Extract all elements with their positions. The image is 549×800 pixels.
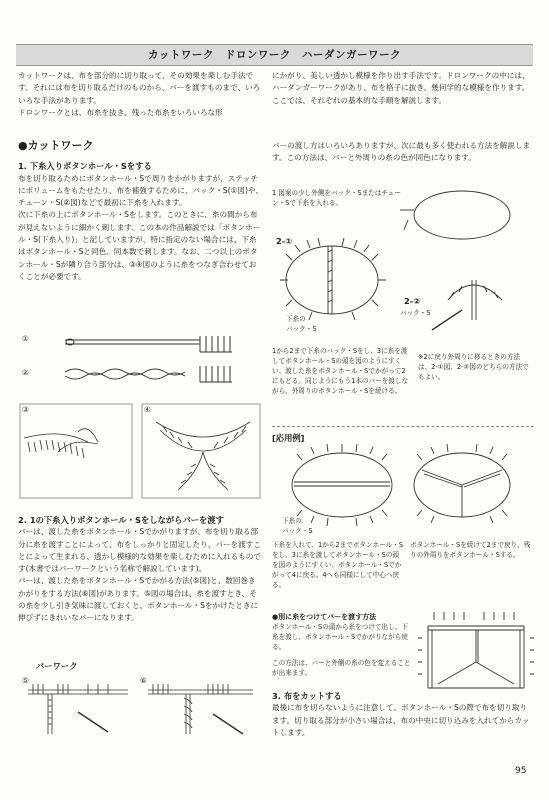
step3-title: 3. 布をカットする <box>272 691 342 701</box>
intro-right-text: にかがり、美しい透かし模様を作り出す手法です。ドロンワークの中には、ハーダンガーワークがあり、布を格子に抜き、幾何学的な模様を作ります。 ここでは、それぞれの基本的な手順を解説します。 <box>272 71 530 105</box>
bar-intro <box>272 140 534 165</box>
fig-label-3: ③ <box>22 405 29 414</box>
apply-text2-block <box>410 540 534 560</box>
separate-diagram <box>418 602 534 694</box>
fig-label-2: ② <box>22 368 29 377</box>
label-back-s: バック・S <box>400 309 431 317</box>
intro-left <box>18 70 263 119</box>
step3-text: 最後に布を切らないように注意して、ボタンホール・Sの際で布を切り取ります。切り取る部分が小さい場合は、布の中央に切り込みを入れてからカットします。 <box>272 703 530 737</box>
bar-intro-text: バーの渡し方はいろいろありますが、次に最も多く使われる方法を解説します。この方法は、バーと外周りの糸の色が同色になります。 <box>272 141 531 163</box>
section-header <box>16 44 533 66</box>
apply-shitaito-label: 下糸の バック・S <box>282 517 313 535</box>
cutwork-heading: ●カットワーク <box>18 139 94 152</box>
label-2-2: 2-② <box>404 296 421 306</box>
header-title: カットワーク ドロンワーク ハーダンガーワーク <box>148 49 401 61</box>
apply-text2: ボタンホール・Sを続けて2まで戻り、残りの外周りをボタンホール・Sする。 <box>410 541 531 559</box>
divider <box>272 426 534 428</box>
apply-text1-block <box>272 540 404 590</box>
cutwork-section <box>18 140 263 283</box>
right-step1-text: 1 図案の少し外側をバック・Sまたはチェーン・Sで下糸を入れる。 <box>272 189 401 207</box>
step2-title: 2. 1の下糸入りボタンホール・Sをしながらバーを渡す <box>18 515 224 525</box>
figure-1-2 <box>60 330 240 390</box>
fig-label-5: ⑤ <box>22 676 29 685</box>
apply-text1: 下糸を入れて、1から2までボタンホール・Sをし、3に糸を渡してボタンホール・Sの頭を図のようにすくい、ボタンホール・Sでかがって4に戻る。4へも同様にして中心へ戻る。 <box>272 541 403 589</box>
separate-note: この方法は、バーと外側の糸の色を変えることが出来ます。 <box>272 659 411 677</box>
intro-right <box>272 70 534 107</box>
step1-text: 布を切り取るためにボタンホール・Sで周りをかがりますが、ステッチにボリュームをもたせたり、布を補強するために、バック・S(①図)や、チェーン・S(②図)などで最初に下糸を入れます。 次に下糸の上にボタンホール・Sをします。このときに、糸の間から布が見えないように細かく刺します。この本の作品解説では「ボタンホール・S(下糸入り)」と記していますが、特に指定のない場合には、下糸はボタンホール・Sと同色、同本数で刺します。なお、二つ以上のボタンホール・Sが隣り合う部分は、③④図のように糸をつなぎ合わせておくことが必要です。 <box>18 173 263 281</box>
step-text-block <box>272 346 410 396</box>
note-text: ※2に戻り外周りに移るときの方法は、2-①図、2-②図のどちらの方法でもよい。 <box>418 353 529 381</box>
intro-left-text: カットワークは、布を部分的に切り取って、その効果を楽しむ手法です。それには布を切り取るだけのものから、バーを渡すものまで、いろいろな手法があります。 ドロンワークとは、布糸を抜き、残った布糸をいろいろな形 <box>18 71 261 117</box>
fig-label-4: ④ <box>144 405 151 414</box>
figure-3-4 <box>18 402 263 502</box>
label-2-1: 2-① <box>276 236 293 246</box>
fig-label-6: ⑥ <box>140 676 147 685</box>
separate-text: ボタンホール・Sの頭から糸をつけて出し、下糸を渡し、ボタンホール・Sでかがりながら戻る。 <box>272 623 408 651</box>
step1-title: 1. 下糸入りボタンホール・Sをする <box>18 161 152 172</box>
step3-section <box>272 690 534 739</box>
apply-label: [応用例] <box>272 433 305 443</box>
page-number: 95 <box>515 766 527 776</box>
note-block <box>418 352 532 382</box>
separate-thread-block <box>272 612 412 678</box>
barwork-label: バーワーク <box>36 661 78 671</box>
fig-label-1: ① <box>22 334 29 343</box>
separate-title: ●別に糸をつけてバーを渡す方法 <box>272 613 377 621</box>
step2-text: バーは、渡した糸をボタンホール・Sでかがりますが、布を切り取る部分に糸を渡すことによって、布をしっかりと固定したり、バーを渡すことによって生まれる、透かし模様的な効果を楽しむために入れるものです(本書ではバーワークという名称で解説しています)。 バーは、渡した糸をボタンホール・Sでかがる方法(⑤図)と、数回巻きかがりをする方法(⑥図)があります。⑤図の場合は、糸を渡すとき、その糸を少し引き気味に渡しておくと、ボタンホール・Sをかけたときに伸びずにきれいなバーになります。 <box>18 527 261 623</box>
step-text: 1から2まで下糸のバック・Sをし、3に糸を渡してボタンホール・Sの頭を図のようにすくい、渡した糸をボタンホール・Sでかがって2にもどる。同じようにもう1本のバーを渡しながら、外周りのボタンホール・Sを続ける。 <box>272 347 409 395</box>
step2-section <box>18 514 263 625</box>
label-shitaito-back: 下糸の バック・S <box>286 315 317 333</box>
